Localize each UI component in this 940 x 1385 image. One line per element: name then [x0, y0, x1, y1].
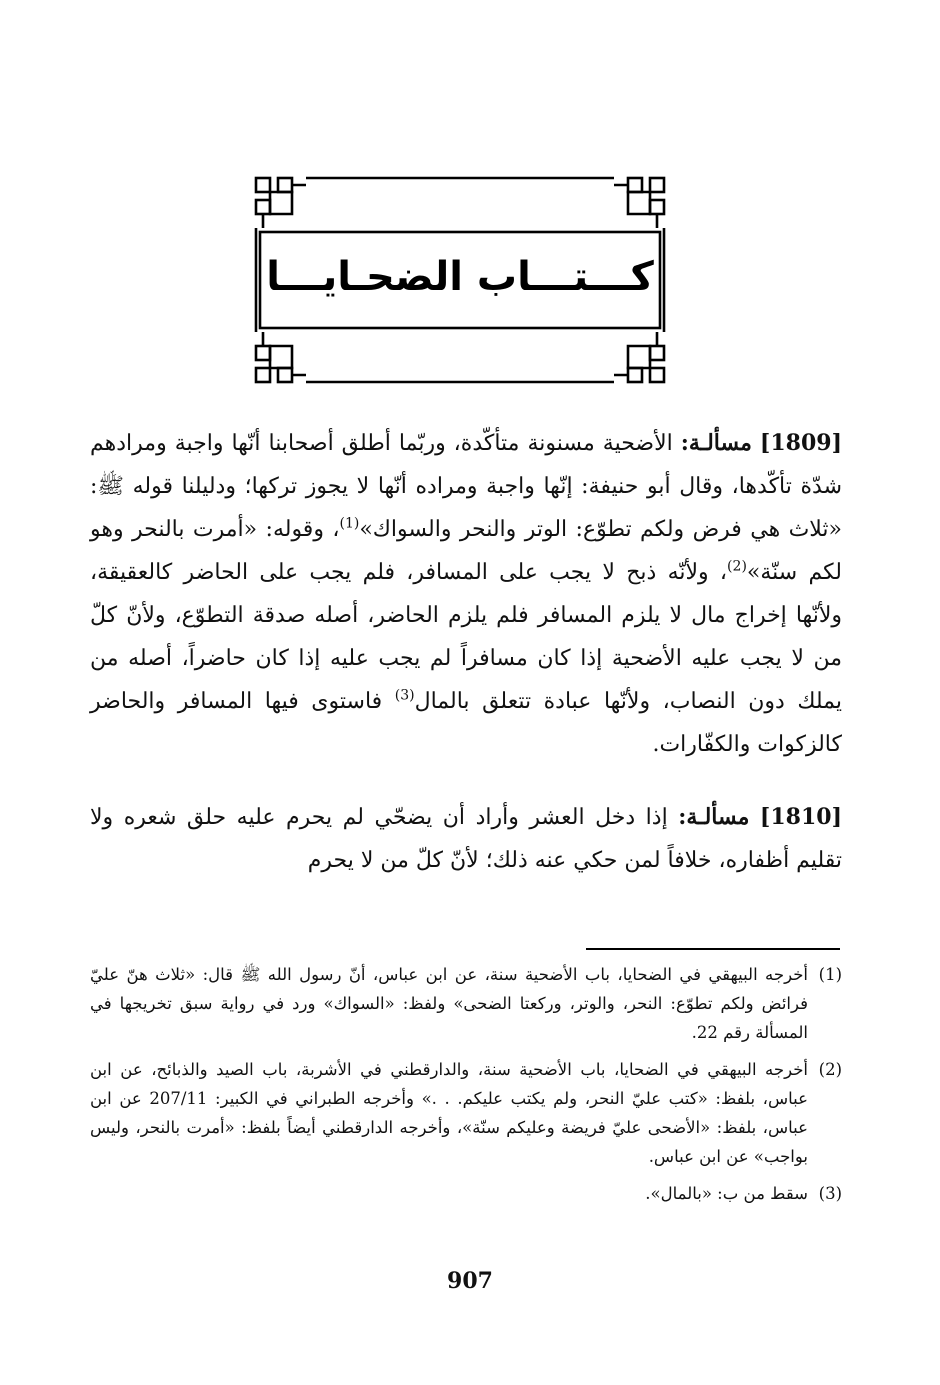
footnote-reference: (2) [727, 558, 747, 575]
issue-label: مسألـة: [680, 430, 752, 456]
issue-text: الأضحية مسنونة متأكّدة، وربّما أطلق أصحابنا أنّها واجبة ومرادهم شدّة تأكّدها، وقال أبو حنيفة: إنّها واجبة ومراده أنّها لا يجوز تركها؛ ودليلنا قوله ﷺ: «ثلاث هي فرض ولكم تطوّع: الوتر والنحر والسواك» [90, 431, 842, 542]
footnote-item [90, 1055, 842, 1171]
book-title: كـــتـــاب الضحـايـــا [266, 254, 654, 300]
footnotes [90, 960, 842, 1216]
footnote-reference: (1) [339, 515, 360, 532]
issue-text: ، ولأنّه ذبح لا يجب على المسافر، فلم يجب على الحاضر كالعقيقة، ولأنّها إخراج مال لا يلزم المسافر فلم يلزم الحاضر، أصله صدقة التطوّع، ولأنّ كلّ من لا يجب عليه الأضحية إذا كان مسافراً لم يجب عليه إذا كان حاضراً، أصله من يملك دون النصاب، ولأنّها عبادة تتعلق بالمال [90, 560, 843, 714]
footnote-text: سقط من ب: «بالمال». [645, 1184, 808, 1203]
footnote-divider [586, 948, 840, 950]
issue-number: [1809] [759, 430, 842, 456]
issue-paragraph [90, 422, 842, 766]
footnote-reference: (3) [394, 687, 415, 704]
issue-label: مسألـة: [678, 804, 750, 830]
footnote-item [90, 1179, 842, 1208]
issue-text: فاستوى فيها المسافر والحاضر كالزكوات والكفّارات. [90, 689, 842, 757]
issue-paragraph [90, 796, 842, 882]
issue-text: إذا دخل العشر وأراد أن يضحّي لم يحرم عليه حلق شعره ولا تقليم أظفاره، خلافاً لمن حكي عنه ذلك؛ لأنّ كلّ من لا يحرم [90, 805, 842, 873]
title-frame [248, 170, 672, 390]
main-text [90, 422, 842, 882]
issue-number: [1810] [759, 804, 842, 830]
footnote-text: أخرجه البيهقي في الضحايا، باب الأضحية سنة، والدارقطني في الأشربة، باب الصيد والذبائح، عن ابن عباس، بلفظ: «كتب عليّ النحر، ولم يكتب عليكم. . .» وأخرجه الطبراني في الكبير: 207/11 عن ابن عباس، بلفظ: «الأضحى عليّ فريضة وعليكم سنّة»، وأخرجه الدارقطني أيضاً بلفظ: «أمرت بالنحر، وليس بواجب» عن ابن عباس. [90, 1060, 808, 1166]
footnote-text: أخرجه البيهقي في الضحايا، باب الأضحية سنة، عن ابن عباس، أنّ رسول الله ﷺ قال: «ثلاث هنّ عليّ فرائض ولكم تطوّع: النحر، والوتر، وركعتا الضحى» ولفظ: «السواك» ورد في رواية سبق تخريجها في المسألة رقم 22. [90, 965, 808, 1042]
page-number: 907 [447, 1268, 493, 1294]
issue-text: ، وقوله: «أمرت بالنحر وهو لكم سنّة» [90, 517, 842, 585]
footnote-item [90, 960, 842, 1047]
footnote-number: (3) [818, 1184, 842, 1203]
footnote-number: (2) [818, 1060, 842, 1079]
footnote-number: (1) [818, 965, 842, 984]
